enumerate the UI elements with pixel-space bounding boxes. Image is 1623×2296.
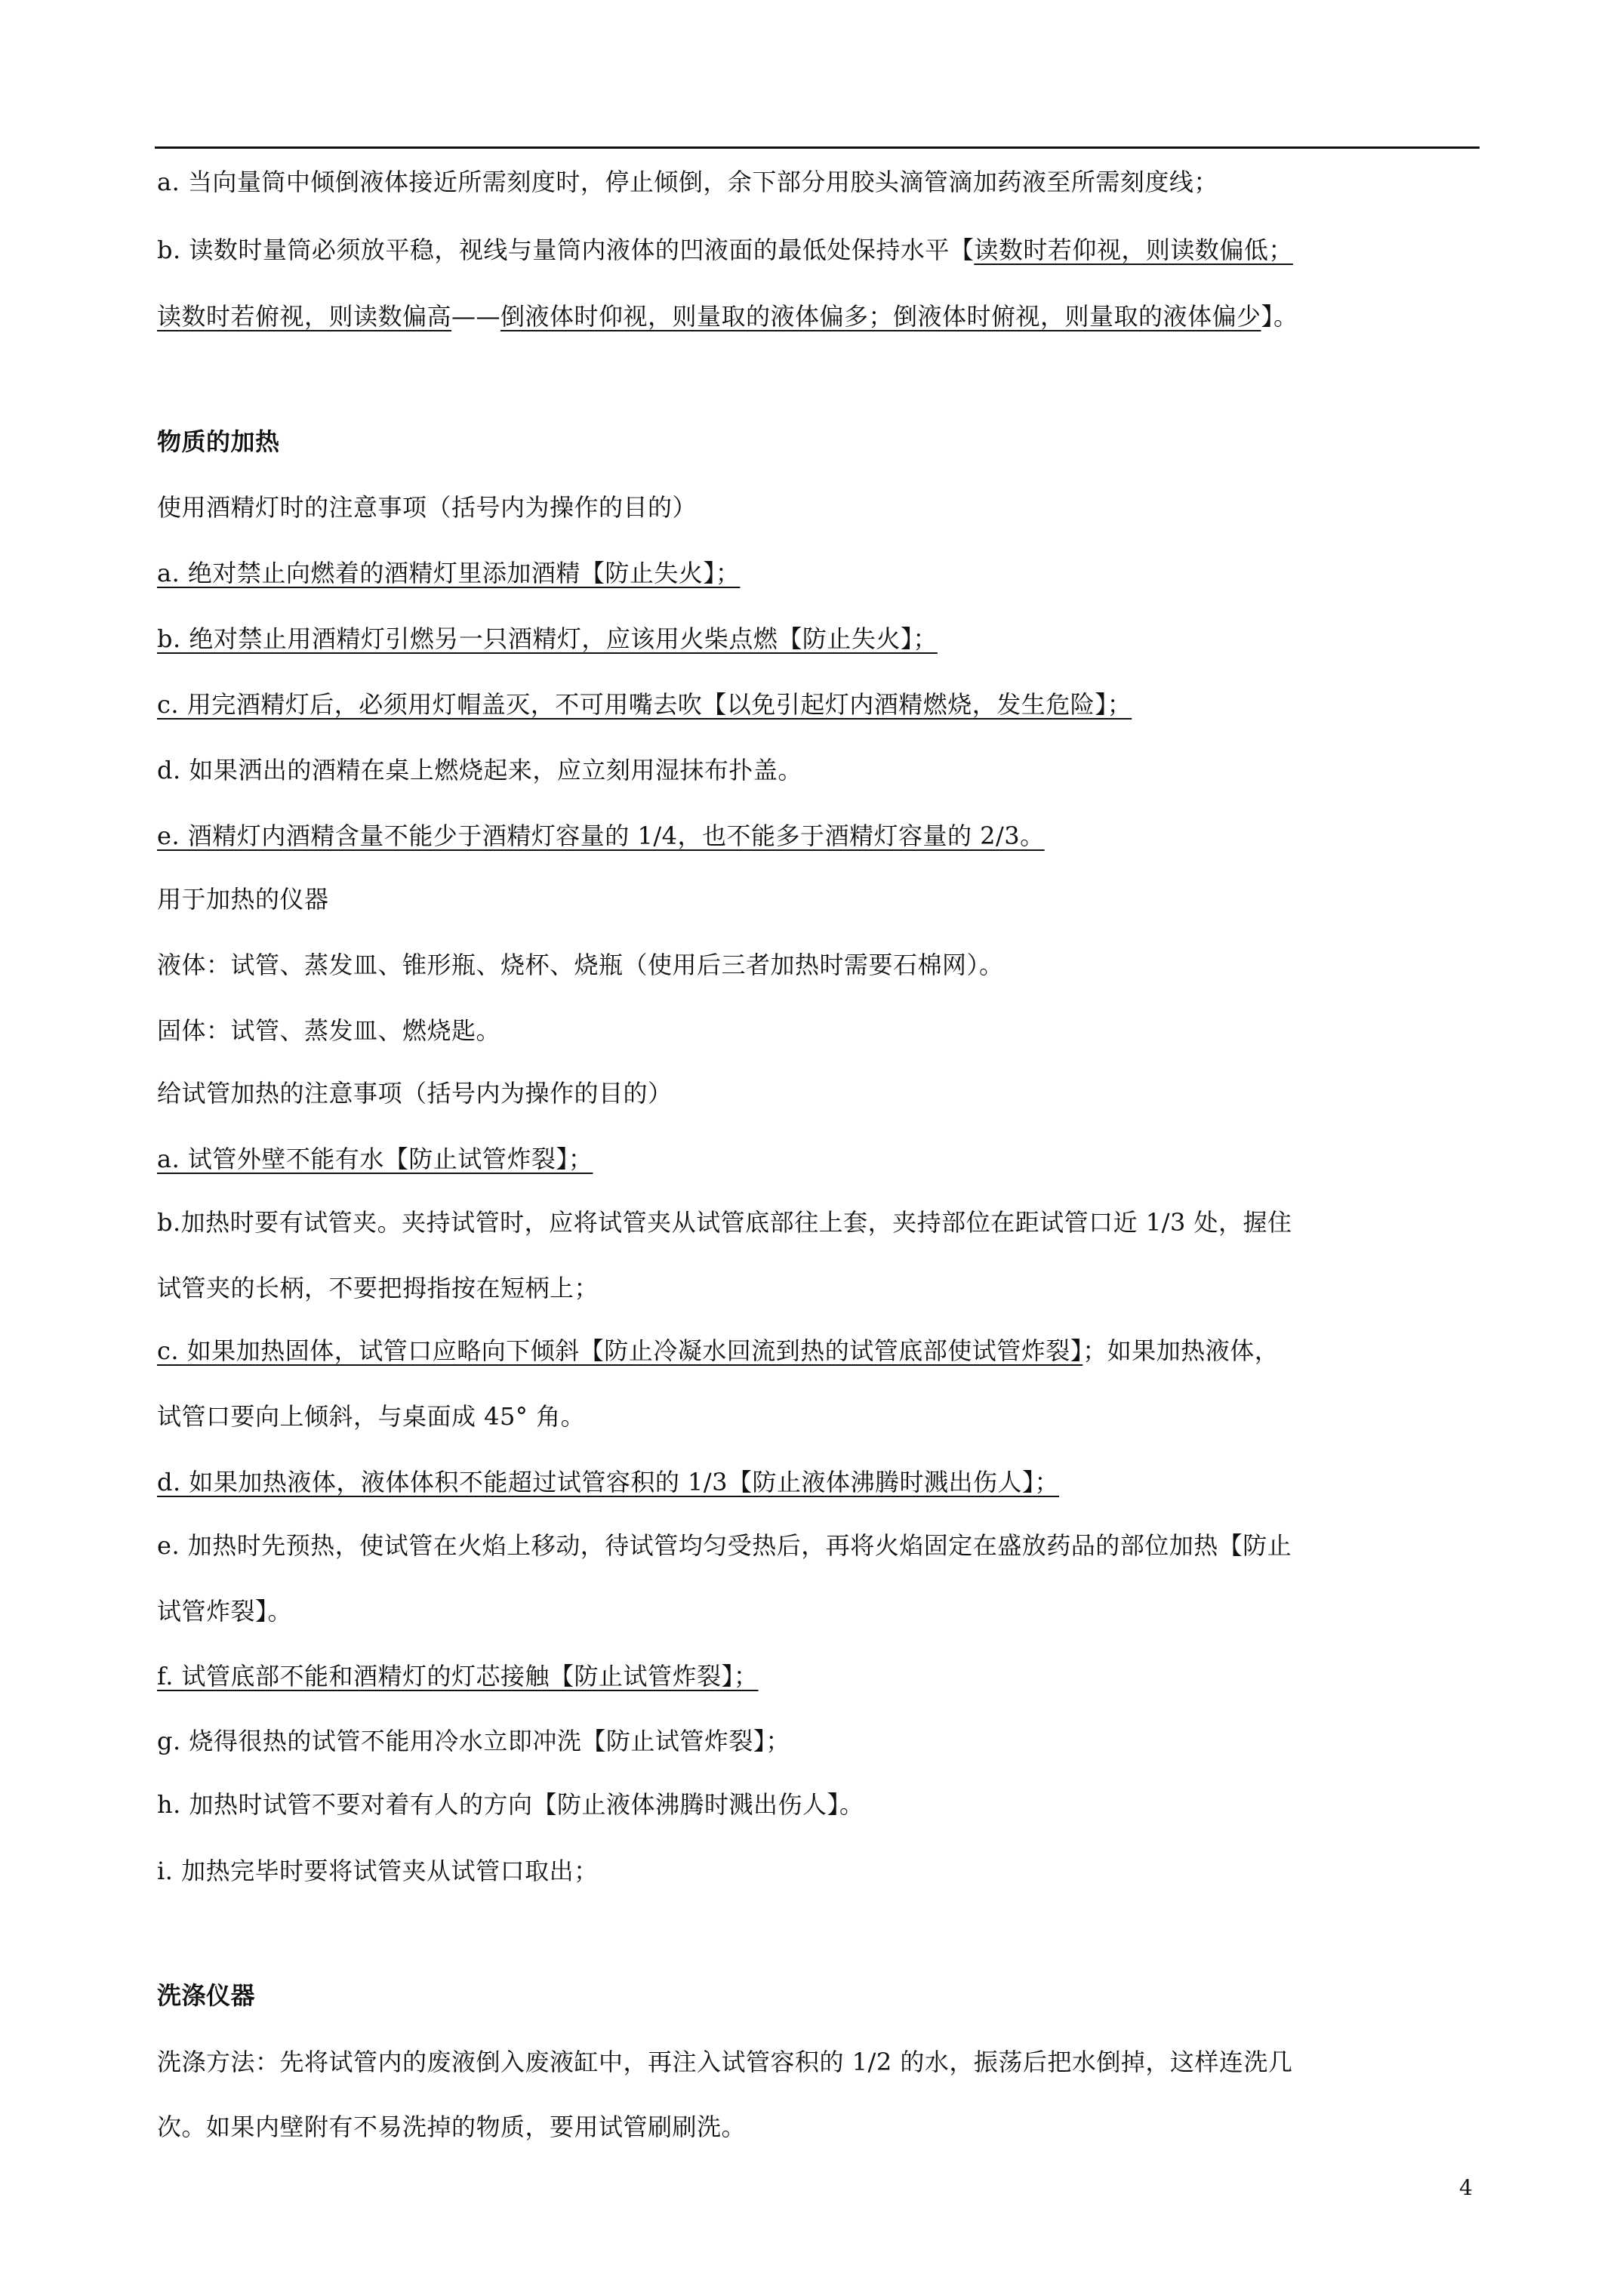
lamp-item-a bbox=[157, 556, 740, 590]
tube-item-e-line1: e. 加热时先预热，使试管在火焰上移动，待试管均匀受热后，再将火焰固定在盛放药品的部位加热【防止 bbox=[157, 1531, 1292, 1560]
header-rule bbox=[155, 146, 1480, 149]
measuring-item-b-prefix: b. 读数时量筒必须放平稳，视线与量筒内液体的凹液面的最低处保持水平【 bbox=[157, 236, 975, 264]
measuring-item-b-dash: —— bbox=[451, 302, 501, 331]
measuring-item-a bbox=[157, 165, 1218, 199]
tube-item-c-line2: 试管口要向上倾斜，与桌面成 45° 角。 bbox=[157, 1402, 586, 1431]
tube-item-e-line2: 试管炸裂】。 bbox=[157, 1597, 293, 1626]
tube-item-d-text: d. 如果加热液体，液体体积不能超过试管容积的 1/3【防止液体沸腾时溅出伤人】； bbox=[157, 1468, 1060, 1496]
lamp-intro: 使用酒精灯时的注意事项（括号内为操作的目的） bbox=[157, 493, 698, 522]
lamp-item-e-text: e. 酒精灯内酒精含量不能少于酒精灯容量的 1/4，也不能多于酒精灯容量的 2/3。 bbox=[157, 821, 1045, 850]
tube-item-f bbox=[157, 1660, 759, 1693]
lamp-item-b-text: b. 绝对禁止用酒精灯引燃另一只酒精灯，应该用火柴点燃【防止失火】； bbox=[157, 624, 938, 653]
lamp-item-c-text: c. 用完酒精灯后，必须用灯帽盖灭，不可用嘴去吹【以免引起灯内酒精燃烧，发生危险】； bbox=[157, 690, 1132, 719]
measuring-item-b-end: 】。 bbox=[1261, 302, 1298, 331]
page-number: 4 bbox=[1459, 2175, 1473, 2200]
washing-heading: 洗涤仪器 bbox=[157, 1981, 256, 2010]
tube-item-c-underline: c. 如果加热固体，试管口应略向下倾斜【防止冷凝水回流到热的试管底部使试管炸裂】 bbox=[157, 1336, 1083, 1365]
lamp-item-d: d. 如果洒出的酒精在桌上燃烧起来，应立刻用湿抹布扑盖。 bbox=[157, 756, 802, 784]
tube-item-a bbox=[157, 1142, 593, 1176]
instruments-liquid: 液体：试管、蒸发皿、锥形瓶、烧杯、烧瓶（使用后三者加热时需要石棉网）。 bbox=[157, 951, 1004, 979]
lamp-item-e bbox=[157, 819, 1045, 852]
tube-item-g: g. 烧得很热的试管不能用冷水立即冲洗【防止试管炸裂】； bbox=[157, 1727, 790, 1755]
tube-item-h: h. 加热时试管不要对着有人的方向【防止液体沸腾时溅出伤人】。 bbox=[157, 1790, 864, 1819]
tube-item-d bbox=[157, 1465, 1059, 1499]
tube-item-b-line2: 试管夹的长柄，不要把拇指按在短柄上； bbox=[157, 1274, 599, 1302]
washing-method-line1: 洗涤方法：先将试管内的废液倒入废液缸中，再注入试管容积的 1/2 的水，振荡后把水倒掉，这样连洗几 bbox=[157, 2048, 1293, 2076]
tube-item-c-rest: ；如果加热液体， bbox=[1083, 1336, 1280, 1365]
washing-method-line2: 次。如果内壁附有不易洗掉的物质，要用试管刷刷洗。 bbox=[157, 2113, 747, 2141]
tube-item-c-line1 bbox=[157, 1334, 1279, 1367]
heating-heading: 物质的加热 bbox=[157, 427, 280, 456]
tube-item-a-text: a. 试管外壁不能有水【防止试管炸裂】； bbox=[157, 1145, 593, 1173]
instruments-title: 用于加热的仪器 bbox=[157, 885, 329, 914]
tube-item-f-text: f. 试管底部不能和酒精灯的灯芯接触【防止试管炸裂】； bbox=[157, 1662, 759, 1690]
measuring-item-a-text: a. 当向量筒中倾倒液体接近所需刻度时，停止倾倒，余下部分用胶头滴管滴加药液至所需刻度线； bbox=[157, 168, 1218, 196]
measuring-item-b bbox=[157, 233, 1293, 267]
tube-intro: 给试管加热的注意事项（括号内为操作的目的） bbox=[157, 1079, 673, 1108]
instruments-solid: 固体：试管、蒸发皿、燃烧匙。 bbox=[157, 1016, 501, 1045]
tube-item-i: i. 加热完毕时要将试管夹从试管口取出； bbox=[157, 1857, 599, 1885]
measuring-item-b-cont bbox=[157, 300, 1298, 333]
measuring-item-b-underline-3: 倒液体时仰视，则量取的液体偏多；倒液体时俯视，则量取的液体偏少 bbox=[500, 302, 1261, 331]
measuring-item-b-underline-2: 读数时若俯视，则读数偏高 bbox=[157, 302, 452, 331]
tube-item-b-line1: b.加热时要有试管夹。夹持试管时，应将试管夹从试管底部往上套，夹持部位在距试管口近 1/3 处，握住 bbox=[157, 1208, 1292, 1237]
lamp-item-a-text: a. 绝对禁止向燃着的酒精灯里添加酒精【防止失火】； bbox=[157, 559, 741, 587]
measuring-item-b-underline-1: 读数时若仰视，则读数偏低； bbox=[974, 236, 1293, 264]
lamp-item-b bbox=[157, 622, 938, 655]
lamp-item-c bbox=[157, 688, 1132, 721]
